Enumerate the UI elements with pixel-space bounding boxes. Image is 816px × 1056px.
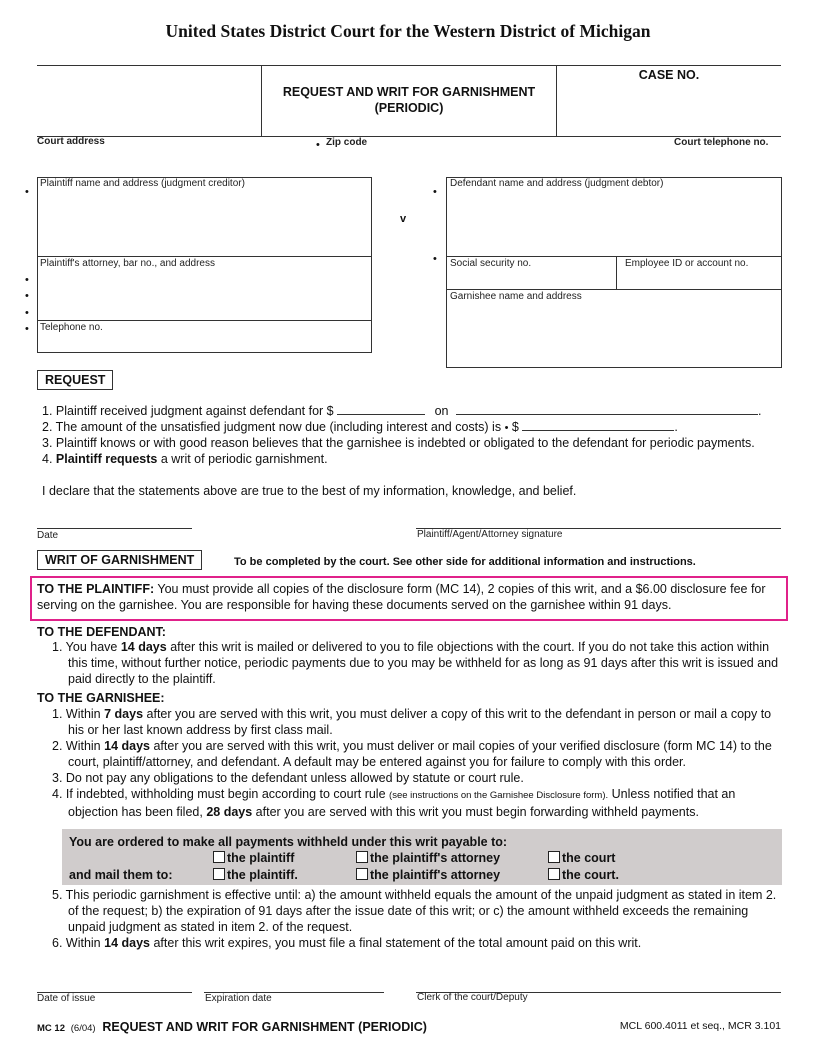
garnishee-label: Garnishee name and address: [450, 291, 582, 302]
court-note: To be completed by the court. See other side for additional information and instructions.: [234, 556, 696, 568]
telephone-label: Telephone no.: [40, 322, 103, 333]
option-court[interactable]: [548, 850, 615, 866]
ssn-field[interactable]: [447, 270, 615, 288]
court-address-label: Court address: [37, 136, 105, 147]
zip-bullet: •: [316, 139, 320, 151]
header-top-rule: [37, 65, 781, 66]
garnishee-item-1-bold: 7 days: [104, 707, 144, 721]
case-no-label: CASE NO.: [638, 68, 700, 82]
bullet-ssn: •: [433, 253, 437, 265]
mail-checkbox-attorney[interactable]: [356, 868, 368, 880]
telephone-field[interactable]: [110, 322, 370, 352]
request-item-2-end: .: [674, 420, 678, 434]
plaintiff-rule-2: [37, 320, 372, 321]
header-bottom-rule: [37, 136, 781, 137]
request-item-4-num: 4.: [42, 452, 53, 466]
mail-line: and mail them to:: [69, 868, 173, 882]
defendant-item-1-a: 1. You have: [52, 640, 118, 654]
garnishee-item-1: [52, 706, 782, 738]
footer-form-date: (6/04): [70, 1023, 96, 1034]
garnishee-item-4-bold: 28 days: [206, 805, 253, 819]
mail-option-attorney-label: the plaintiff's attorney: [370, 868, 501, 882]
bullet-attorney-2: •: [25, 290, 29, 302]
request-item-1-on: on: [434, 404, 449, 418]
to-plaintiff-text: [37, 581, 783, 613]
plaintiff-rule-1: [37, 256, 372, 257]
to-plaintiff-body: You must provide all copies of the disclosure form (MC 14), 2 copies of this writ, and a $6.00 disclosure fee for serving on the garnishee. You are responsible for having these documents served on the garnishee within 91 days.: [37, 582, 766, 612]
mail-option-plaintiff-label: the plaintiff.: [227, 868, 298, 882]
garnishee-item-2-b: after you are served with this writ, you must deliver or mail copies of your verified disclosure (form MC 14) to the court, plaintiff/attorney, and defendant. A default may be entered against you for failure to comply with this order.: [68, 739, 772, 769]
writ-label: WRIT OF GARNISHMENT: [37, 550, 202, 570]
to-garnishee-heading: TO THE GARNISHEE:: [37, 691, 165, 705]
checkbox-attorney[interactable]: [356, 851, 368, 863]
defendant-rule-2: [446, 289, 782, 290]
defendant-item-1-bold: 14 days: [120, 640, 167, 654]
signature-label: Plaintiff/Agent/Attorney signature: [417, 529, 563, 540]
bullet-telephone: •: [25, 323, 29, 335]
garnishee-item-6-b: after this writ expires, you must file a final statement of the total amount paid on this writ.: [153, 936, 642, 950]
garnishee-item-4-b: Unless notified that an objection has been filed,: [68, 787, 736, 819]
mail-checkbox-court[interactable]: [548, 868, 560, 880]
garnishee-item-1-a: 1. Within: [52, 707, 101, 721]
garnishee-item-4: [52, 786, 782, 820]
request-item-2-dollar: $: [511, 420, 519, 434]
garnishee-item-3: 3. Do not pay any obligations to the defendant unless allowed by statute or court rule.: [52, 771, 524, 785]
garnishee-item-6-a: 6. Within: [52, 936, 101, 950]
garnishee-item-4-small: (see instructions on the Garnishee Disclosure form).: [389, 790, 609, 801]
request-item-2-text: 2. The amount of the unsatisfied judgment now due (including interest and costs) is: [42, 420, 502, 434]
ssn-label: Social security no.: [450, 258, 532, 269]
defendant-rule-1: [446, 256, 782, 257]
option-attorney-label: the plaintiff's attorney: [370, 851, 501, 865]
option-court-label: the court: [562, 851, 616, 865]
garnishee-item-6-bold: 14 days: [104, 936, 150, 950]
request-item-1-text: 1. Plaintiff received judgment against defendant for $: [42, 404, 334, 418]
case-no-field[interactable]: [557, 84, 781, 134]
mail-option-court[interactable]: [548, 867, 619, 883]
unsatisfied-amount-field[interactable]: [522, 419, 674, 431]
ordered-line: You are ordered to make all payments withheld under this writ payable to:: [69, 835, 508, 849]
bullet-defendant: •: [433, 186, 437, 198]
garnishee-item-5: 5. This periodic garnishment is effective until: a) the amount withheld equals the amount of the unpaid judgment as stated in item 2. of the request; b) the expiration of 91 days after the issue date of this writ; or c) the amount withheld exceeds the remaining unpaid judgment as stated in item 2. of the request.: [52, 888, 777, 934]
footer-statute: MCL 600.4011 et seq., MCR 3.101: [619, 1020, 781, 1032]
declaration-text: I declare that the statements above are true to the best of my information, knowledge, and belief.: [42, 484, 577, 498]
request-label: REQUEST: [37, 370, 113, 390]
date-of-issue-label: Date of issue: [37, 993, 96, 1004]
garnishee-item-2: [52, 738, 782, 770]
option-plaintiff-label: the plaintiff: [227, 851, 295, 865]
zip-code-label: Zip code: [326, 137, 368, 148]
footer-form-title: REQUEST AND WRIT FOR GARNISHMENT (PERIODIC): [102, 1020, 427, 1034]
bullet-attorney-1: •: [25, 274, 29, 286]
request-item-1: [42, 403, 761, 419]
checkbox-court[interactable]: [548, 851, 560, 863]
versus-label: v: [400, 213, 407, 225]
form-title: [262, 84, 556, 116]
plaintiff-attorney-label: Plaintiff's attorney, bar no., and address: [40, 258, 215, 269]
court-telephone-label: Court telephone no.: [674, 137, 769, 148]
footer-form-no: MC 12: [37, 1023, 65, 1034]
defendant-item-1: [52, 639, 782, 687]
request-item-4-bold: Plaintiff requests: [55, 452, 158, 466]
to-defendant-heading: TO THE DEFENDANT:: [37, 625, 166, 639]
garnishee-item-2-a: 2. Within: [52, 739, 101, 753]
to-plaintiff-heading: TO THE PLAINTIFF:: [37, 582, 155, 596]
plaintiff-attorney-field[interactable]: [38, 271, 371, 319]
request-item-1-end: .: [758, 404, 762, 418]
date-line[interactable]: [37, 528, 192, 529]
plaintiff-name-field[interactable]: [38, 192, 371, 255]
bullet-plaintiff: •: [25, 186, 29, 198]
judgment-amount-field[interactable]: [337, 403, 425, 415]
request-item-2-bullet: •: [504, 422, 509, 434]
clerk-label: Clerk of the court/Deputy: [417, 992, 528, 1003]
mail-checkbox-plaintiff[interactable]: [213, 868, 225, 880]
plaintiff-name-label: Plaintiff name and address (judgment creditor): [40, 178, 245, 189]
garnishee-item-2-bold: 14 days: [104, 739, 150, 753]
mail-option-attorney[interactable]: [356, 867, 500, 883]
bullet-attorney-3: •: [25, 307, 29, 319]
request-item-4-rest: a writ of periodic garnishment.: [160, 452, 328, 466]
garnishee-item-4-c: after you are served with this writ you must begin forwarding withheld payments.: [255, 805, 699, 819]
garnishee-field[interactable]: [447, 304, 781, 367]
form-title-line2: (PERIODIC): [374, 101, 444, 115]
option-attorney[interactable]: [356, 850, 500, 866]
request-item-3: 3. Plaintiff knows or with good reason believes that the garnishee is indebted or obligated to the defendant for periodic payments.: [42, 436, 755, 450]
court-title: United States District Court for the Western District of Michigan: [165, 21, 651, 41]
request-item-4: [42, 451, 328, 467]
form-title-line1: REQUEST AND WRIT FOR GARNISHMENT: [282, 85, 536, 99]
garnishee-item-6: [52, 935, 782, 951]
garnishee-item-1-b: after you are served with this writ, you must deliver a copy of this writ to the defendant in person or mail a copy to his or her last known address by first class mail.: [68, 707, 772, 737]
footer-form-id: [37, 1020, 427, 1034]
mail-option-court-label: the court.: [562, 868, 619, 882]
garnishee-item-4-a: 4. If indebted, withholding must begin according to court rule: [52, 787, 386, 801]
employee-id-field[interactable]: [617, 270, 781, 288]
defendant-item-1-b: after this writ is mailed or delivered to you to file objections with the court. If you do not take this action within this time, without further notice, periodic payments due to you may be withheld for as long as 91 days after this writ is issued and paid directly to the plaintiff.: [68, 640, 779, 686]
judgment-date-field[interactable]: [456, 403, 758, 415]
defendant-name-field[interactable]: [447, 192, 781, 255]
checkbox-plaintiff[interactable]: [213, 851, 225, 863]
employee-id-label: Employee ID or account no.: [625, 258, 749, 269]
request-item-2: [42, 419, 678, 436]
expiration-date-label: Expiration date: [205, 993, 272, 1004]
date-label: Date: [37, 530, 59, 541]
mail-option-plaintiff[interactable]: [213, 867, 298, 883]
option-plaintiff[interactable]: [213, 850, 294, 866]
defendant-name-label: Defendant name and address (judgment debtor): [450, 178, 664, 189]
